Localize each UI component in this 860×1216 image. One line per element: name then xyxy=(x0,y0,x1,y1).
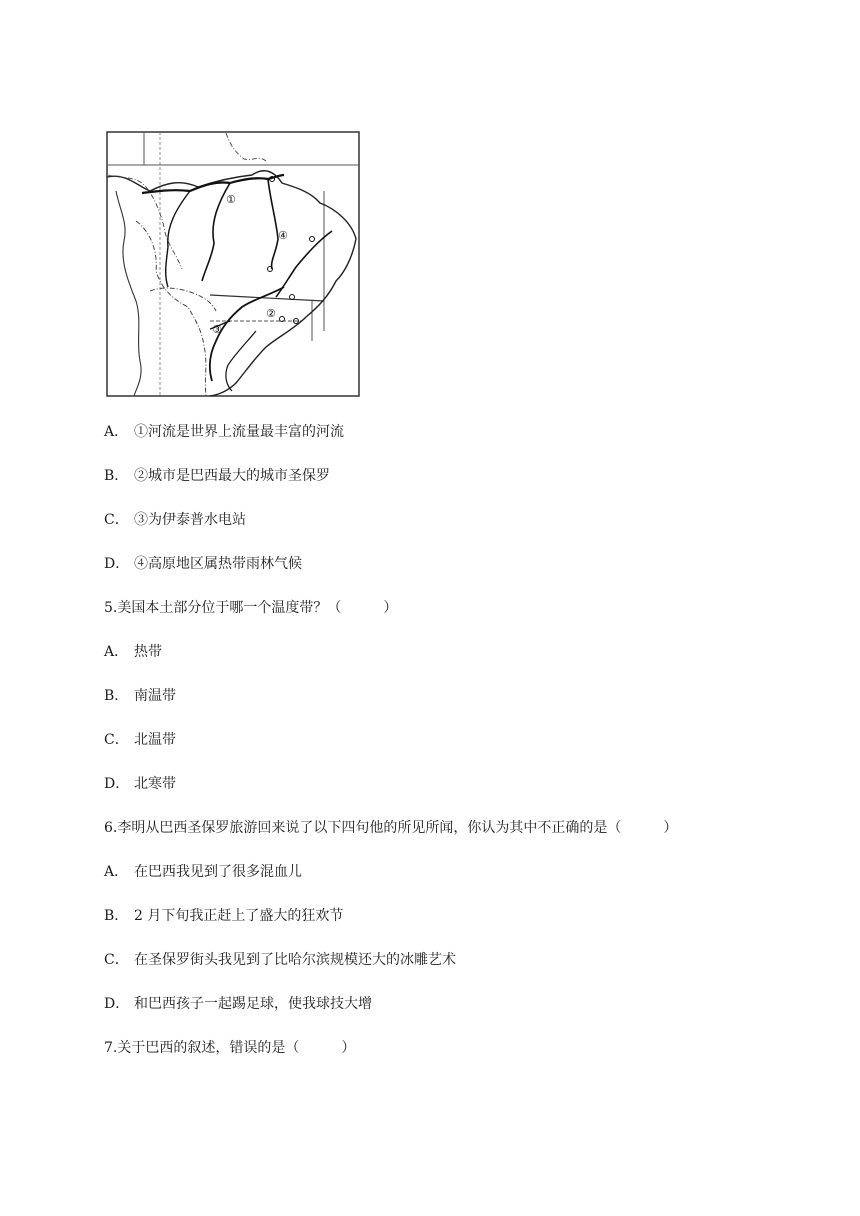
option-text: ④高原地区属热带雨林气候 xyxy=(134,556,302,572)
option-letter: A． xyxy=(104,424,129,440)
question-stem-text: 7.关于巴西的叙述，错误的是（ xyxy=(104,1040,300,1056)
option-letter: C． xyxy=(104,512,129,528)
option-letter: C． xyxy=(104,952,129,968)
map-label-4: ④ xyxy=(278,229,288,242)
q5-option-d xyxy=(104,775,176,793)
prev-option-b xyxy=(104,467,330,485)
prev-option-c xyxy=(104,511,246,529)
q5-option-b xyxy=(104,687,176,705)
prev-option-d xyxy=(104,555,302,573)
option-letter: B． xyxy=(104,468,129,484)
option-letter: A． xyxy=(104,644,129,660)
country-border xyxy=(226,133,266,161)
question-paren-close: ） xyxy=(341,1040,356,1056)
question-paren-close: ） xyxy=(383,600,398,616)
brazil-map-drawing xyxy=(106,131,360,397)
option-text: 和巴西孩子一起踢足球，使我球技大增 xyxy=(134,996,372,1012)
question-paren-close: ） xyxy=(663,820,678,836)
amazon-river xyxy=(142,175,284,193)
option-text: 北温带 xyxy=(134,732,176,748)
option-letter: D． xyxy=(104,556,130,572)
q6-option-a xyxy=(104,863,302,881)
option-letter: A． xyxy=(104,864,129,880)
option-text: ①河流是世界上流量最丰富的河流 xyxy=(134,424,344,440)
option-text: 北寒带 xyxy=(134,776,176,792)
map-frame xyxy=(107,132,359,396)
option-letter: C． xyxy=(104,732,129,748)
option-text: 南温带 xyxy=(134,688,176,704)
river-uruguay xyxy=(226,331,256,391)
question-6-stem xyxy=(104,819,677,837)
country-border xyxy=(136,221,206,396)
prev-option-a xyxy=(104,423,344,441)
question-5-stem xyxy=(104,599,397,617)
map-label-1: ① xyxy=(226,193,236,206)
option-text: 热带 xyxy=(134,644,162,660)
question-7-stem xyxy=(104,1039,355,1057)
question-stem-text: 6.李明从巴西圣保罗旅游回来说了以下四句他的所见所闻，你认为其中不正确的是（ xyxy=(104,820,622,836)
option-letter: B． xyxy=(104,688,129,704)
option-text: ③为伊泰普水电站 xyxy=(134,512,246,528)
option-text: 在巴西我见到了很多混血儿 xyxy=(134,864,302,880)
option-letter: B． xyxy=(104,908,129,924)
map-label-2: ② xyxy=(266,307,276,320)
option-text: 在圣保罗街头我见到了比哈尔滨规模还大的冰雕艺术 xyxy=(134,952,456,968)
q5-option-c xyxy=(104,731,176,749)
q6-option-c xyxy=(104,951,456,969)
river-tributary xyxy=(166,191,190,287)
q5-option-a xyxy=(104,643,162,661)
map-label-3: ③ xyxy=(212,323,222,336)
option-letter: D． xyxy=(104,996,130,1012)
q6-option-d xyxy=(104,995,372,1013)
city-dot xyxy=(310,237,315,242)
brazil-map-figure xyxy=(106,131,360,397)
option-text: 2 月下旬我正赶上了盛大的狂欢节 xyxy=(134,908,344,924)
river-tributary xyxy=(268,179,278,269)
q6-option-b xyxy=(104,907,343,925)
option-letter: D． xyxy=(104,776,130,792)
option-text: ②城市是巴西最大的城市圣保罗 xyxy=(134,468,330,484)
question-stem-text: 5.美国本土部分位于哪一个温度带？（ xyxy=(104,600,342,616)
